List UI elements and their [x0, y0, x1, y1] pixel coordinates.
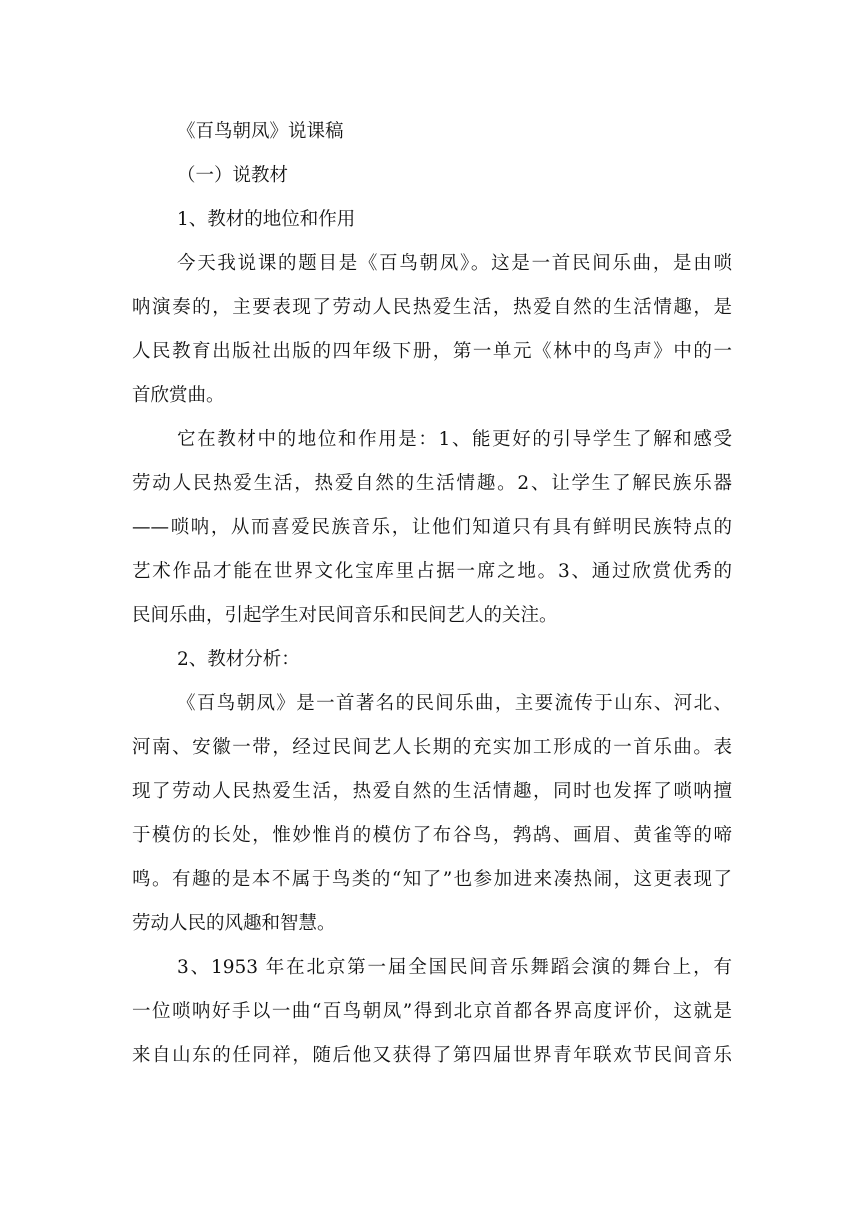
paragraph-line: 劳动人民的风趣和智慧。 [132, 913, 336, 934]
paragraph-line: 呐演奏的，主要表现了劳动人民热爱生活，热爱自然的生活情趣，是 [132, 297, 732, 318]
paragraph-material-analysis [132, 682, 732, 946]
paragraph-line: 民间乐曲，引起学生对民间音乐和民间艺人的关注。 [132, 605, 558, 626]
paragraph-line: 劳动人民热爱生活，热爱自然的生活情趣。2、让学生了解民族乐器 [132, 473, 732, 494]
paragraph-line: 一位唢呐好手以一曲“百鸟朝凤”得到北京首都各界高度评价，这就是 [132, 1001, 732, 1022]
paragraph-line: 3、1953 年在北京第一届全国民间音乐舞蹈会演的舞台上，有 [177, 957, 732, 978]
subsection-heading-material-analysis: 2、教材分析： [177, 649, 300, 670]
paragraph-line: 人民教育出版社出版的四年级下册，第一单元《林中的鸟声》中的一 [132, 341, 732, 362]
document-title: 《百鸟朝凤》说课稿 [177, 121, 344, 142]
paragraph-topic-intro [132, 242, 732, 418]
paragraph-status-and-role [132, 418, 732, 638]
paragraph-historical-performance [132, 946, 732, 1078]
paragraph-line: 河南、安徽一带，经过民间艺人长期的充实加工形成的一首乐曲。表 [132, 737, 732, 758]
paragraph-line: 《百鸟朝凤》是一首著名的民间乐曲，主要流传于山东、河北、 [177, 693, 732, 714]
paragraph-line: 艺术作品才能在世界文化宝库里占据一席之地。3、通过欣赏优秀的 [132, 561, 732, 582]
subsection-heading-status-and-role: 1、教材的地位和作用 [177, 209, 356, 230]
paragraph-line: 来自山东的任同祥，随后他又获得了第四届世界青年联欢节民间音乐 [132, 1045, 732, 1066]
paragraph-line: 首欣赏曲。 [132, 385, 225, 406]
section-heading-teaching-material: （一）说教材 [177, 165, 289, 186]
paragraph-line: 它在教材中的地位和作用是：1、能更好的引导学生了解和感受 [177, 429, 732, 450]
paragraph-line: ——唢呐，从而喜爱民族音乐，让他们知道只有具有鲜明民族特点的 [132, 517, 732, 538]
document-body [132, 110, 732, 1078]
paragraph-line: 于模仿的长处，惟妙惟肖的模仿了布谷鸟，鹁鸪、画眉、黄雀等的啼 [132, 825, 732, 846]
paragraph-line: 鸣。有趣的是本不属于鸟类的“知了”也参加进来凑热闹，这更表现了 [132, 869, 732, 890]
paragraph-line: 现了劳动人民热爱生活，热爱自然的生活情趣，同时也发挥了唢呐擅 [132, 781, 732, 802]
paragraph-line: 今天我说课的题目是《百鸟朝凤》。这是一首民间乐曲，是由唢 [177, 253, 732, 274]
